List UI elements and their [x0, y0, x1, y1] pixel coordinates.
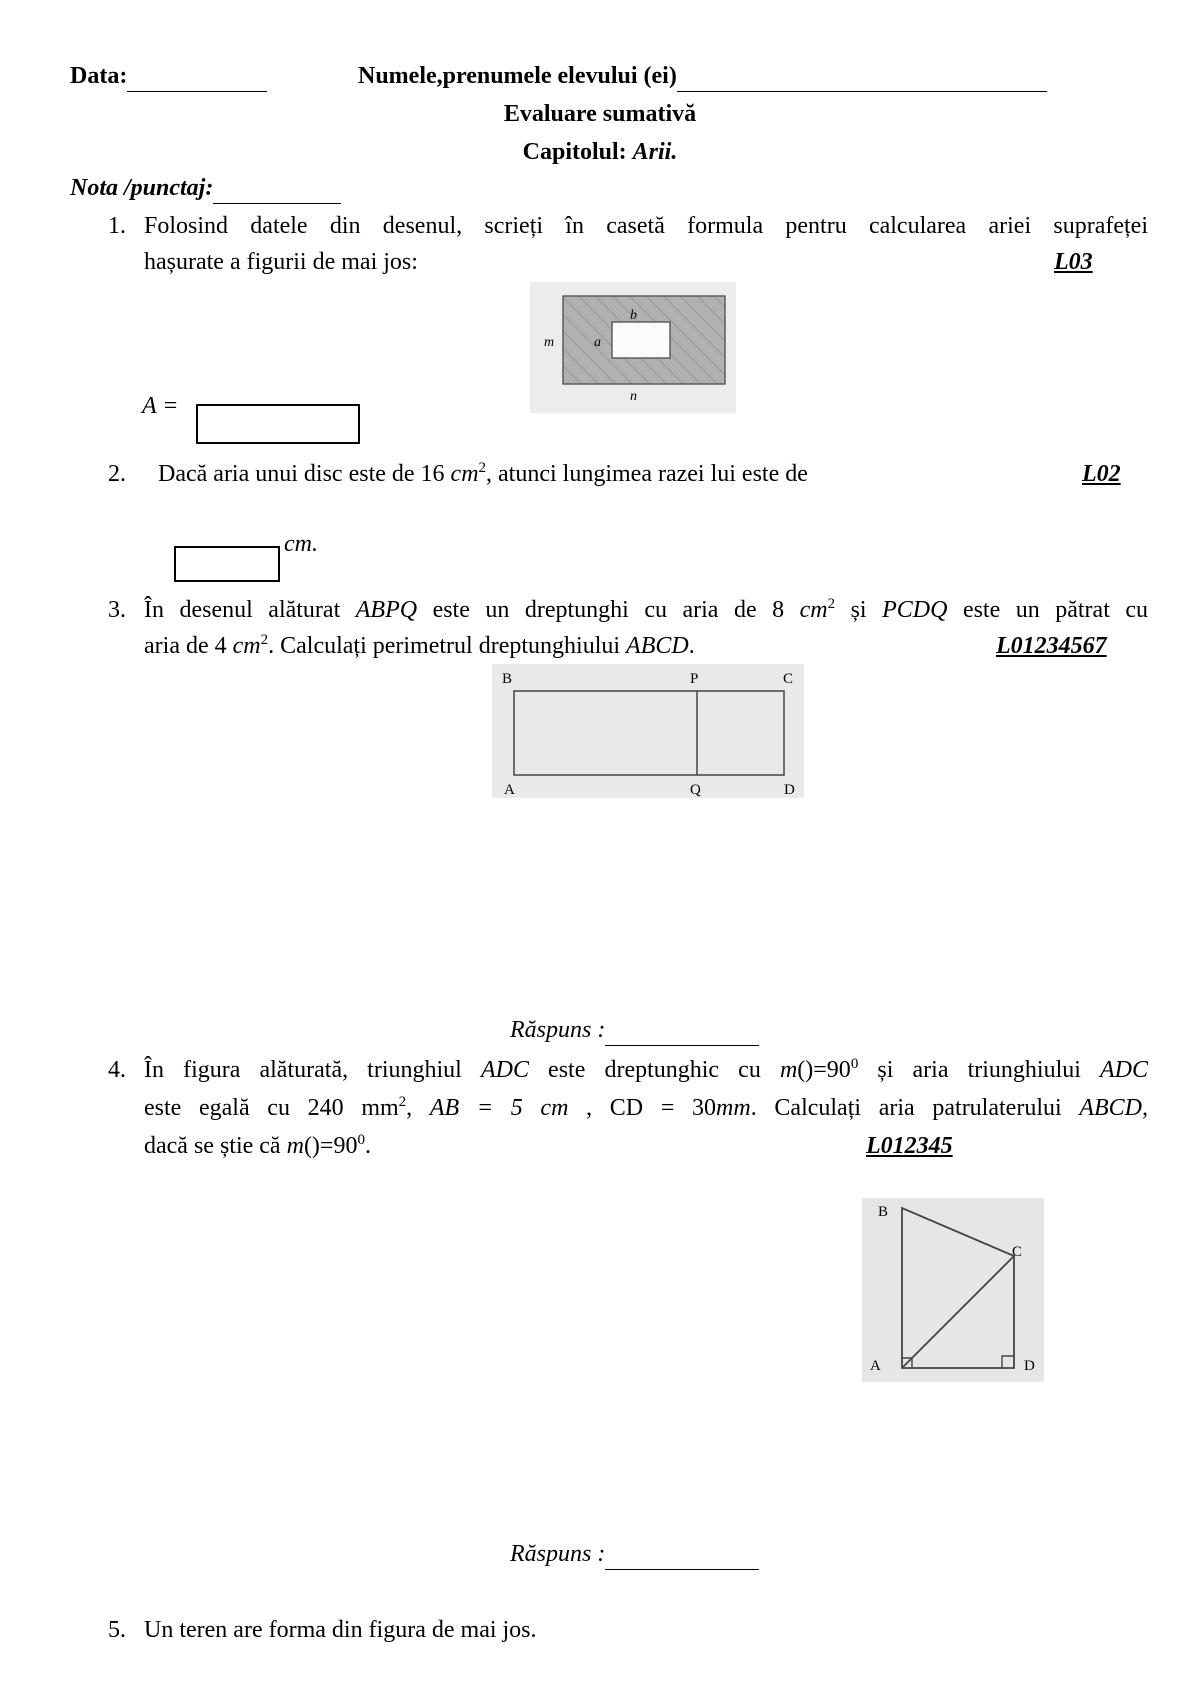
q3-answer-row [510, 1016, 759, 1046]
label-C: C [783, 671, 794, 687]
q4-m: m [779, 1057, 798, 1083]
name-row [358, 62, 1047, 92]
label-A: A [870, 1358, 881, 1374]
q4-l1a: În figura alăturată, triunghiul [144, 1057, 462, 1083]
q4-sq: 2 [398, 1094, 407, 1110]
q2-text-before: Dacă aria unui disc este de 16 [158, 461, 445, 487]
q3-p4: este un pătrat cu [962, 597, 1149, 623]
label-Q: Q [690, 782, 701, 798]
grade-blank [213, 174, 341, 204]
q4-l2a: este egală cu 240 mm [144, 1095, 399, 1121]
date-row [70, 62, 267, 92]
q2-text-after: , atunci lungimea razei lui este de [486, 461, 808, 487]
label-C: C [1012, 1244, 1023, 1260]
q2-text [158, 460, 808, 489]
q4-angle2: ()=90 [303, 1133, 358, 1159]
q3-text-line2 [144, 632, 695, 661]
q2-answer-box[interactable] [174, 546, 280, 582]
q4-answer-row [510, 1540, 759, 1570]
grade-row [70, 174, 341, 204]
name-blank [677, 62, 1047, 92]
q3-cm1: cm [799, 597, 828, 623]
q3-abcd: ABCD [626, 633, 689, 659]
q4-l1b: este dreptunghic cu [548, 1057, 761, 1083]
q4-answer-label: Răspuns : [510, 1541, 606, 1567]
q1-text-line1: Folosind datele din desenul, scrieți în casetă formula pentru calcularea ariei suprafeței [144, 213, 1148, 239]
q1-text-line2: hașurate a figurii de mai jos: [144, 249, 418, 275]
q1-figure [530, 282, 736, 413]
chapter-name: Arii. [632, 139, 678, 165]
q3-abpq: ABPQ [355, 597, 418, 623]
chapter-label: Capitolul: [522, 139, 627, 165]
date-label: Data: [70, 63, 128, 89]
label-D: D [1024, 1358, 1035, 1374]
label-B: B [502, 671, 513, 687]
q3-p2: este un dreptunghi cu aria de 8 [432, 597, 785, 623]
q4-l2d: . Calculați aria patrulaterului [750, 1095, 1062, 1121]
q3-answer-blank[interactable] [605, 1016, 759, 1046]
label-a: a [594, 335, 601, 350]
q5-text: Un teren are forma din figura de mai jos. [144, 1617, 537, 1643]
q1-number: 1. [108, 213, 126, 239]
q3-exp1: 2 [827, 596, 836, 612]
q3-level: L01234567 [996, 633, 1107, 659]
q2-answer-unit: cm. [284, 531, 318, 557]
date-blank [127, 62, 267, 92]
q2-number: 2. [108, 461, 126, 487]
label-B: B [878, 1204, 889, 1220]
grade-label: Nota /punctaj: [70, 175, 214, 201]
q3-pcdq: PCDQ [882, 597, 948, 623]
q3-p7: . [688, 633, 695, 659]
q3-text-line1 [144, 596, 1148, 625]
q4-figure [862, 1198, 1044, 1382]
q4-number: 4. [108, 1057, 126, 1083]
q4-adc: ADC [480, 1057, 529, 1083]
q2-exp: 2 [478, 460, 487, 476]
q1-answer-box[interactable] [196, 404, 360, 444]
q2-unit: cm [450, 461, 479, 487]
q4-l2b: , [406, 1095, 413, 1121]
q4-level: L012345 [866, 1133, 953, 1159]
label-D: D [784, 782, 795, 798]
q4-ab: AB = 5 cm [429, 1095, 569, 1121]
q5-number: 5. [108, 1617, 126, 1643]
q4-l3b: . [364, 1133, 371, 1159]
label-m: m [544, 335, 555, 350]
q4-answer-blank[interactable] [605, 1540, 759, 1570]
inner-rectangle [612, 322, 670, 358]
q1-level: L03 [1054, 249, 1093, 275]
label-n: n [630, 389, 637, 404]
label-b: b [630, 308, 637, 323]
q4-l1c: și aria triunghiului [877, 1057, 1081, 1083]
q3-p5: aria de 4 [144, 633, 227, 659]
name-label: Numele,prenumele elevului (ei) [358, 63, 677, 89]
q4-adc2: ADC [1100, 1057, 1148, 1083]
q3-cm2: cm [232, 633, 261, 659]
q3-p3: și [850, 597, 867, 623]
q3-figure [492, 664, 804, 798]
q4-text-line3 [144, 1132, 371, 1161]
q3-p6: . Calculați perimetrul dreptunghiului [268, 633, 621, 659]
q4-mm: mm [716, 1095, 751, 1121]
q1-answer-label: A = [142, 393, 179, 419]
q4-deg: 0 [850, 1056, 859, 1072]
q4-angle1: ()=90 [797, 1057, 851, 1083]
q4-l3a: dacă se știe că [144, 1133, 281, 1159]
q4-deg2: 0 [357, 1132, 365, 1148]
label-P: P [690, 671, 699, 687]
page-title: Evaluare sumativă [503, 101, 697, 127]
q2-level: L02 [1082, 461, 1121, 487]
q3-exp2: 2 [260, 632, 269, 648]
q4-l2c: , CD = 30 [586, 1095, 717, 1121]
chapter-line [0, 138, 1200, 167]
q3-answer-label: Răspuns : [510, 1017, 606, 1043]
label-A: A [504, 782, 515, 798]
q3-p1: În desenul alăturat [144, 597, 341, 623]
q4-abcd: ABCD, [1079, 1095, 1149, 1121]
q3-number: 3. [108, 597, 126, 623]
q4-m2: m [286, 1133, 304, 1159]
q4-text-line1 [144, 1056, 1148, 1085]
q4-text-line2 [144, 1094, 1148, 1123]
